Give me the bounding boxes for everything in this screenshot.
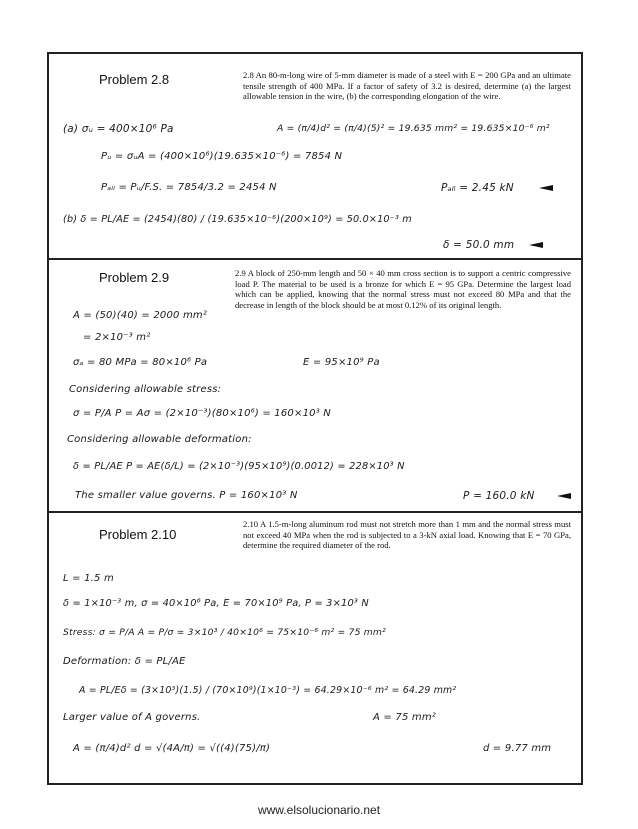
answer-arrow-icon <box>539 185 553 191</box>
answer-arrow-icon <box>557 493 571 499</box>
solution-line: δ = PL/AE P = AE(δ/L) = (2×10⁻³)(95×10⁹)(0.0012) = 228×10³ N <box>73 461 405 472</box>
answer: d = 9.77 mm <box>483 743 552 754</box>
source-footer: www.elsolucionario.net <box>257 803 381 817</box>
problem-statement: 2.10 A 1.5-m-long aluminum rod must not stretch more than 1 mm and the normal stress must not exceed 40 MPa when the rod is subjected to a 3-kN axial load. Knowing that E = 70 GPa, determine the required diameter of the rod. <box>243 519 571 551</box>
solution-line: Pᵤ = σᵤA = (400×10⁶)(19.635×10⁻⁶) = 7854 N <box>101 151 343 162</box>
solution-page-frame <box>47 52 583 785</box>
answer: δ = 50.0 mm <box>443 239 515 251</box>
solution-line: (a) σᵤ = 400×10⁶ Pa <box>63 123 174 135</box>
solution-line: A = PL/Eδ = (3×10³)(1.5) / (70×10⁹)(1×10⁻³) = 64.29×10⁻⁶ m² = 64.29 mm² <box>79 685 457 696</box>
answer: A = 75 mm² <box>373 712 436 723</box>
solution-line: L = 1.5 m <box>63 573 114 584</box>
solution-line: Considering allowable stress: <box>69 384 222 395</box>
solution-line: σₐ = 80 MPa = 80×10⁶ Pa <box>73 357 208 368</box>
solution-line: δ = 1×10⁻³ m, σ = 40×10⁶ Pa, E = 70×10⁹ Pa, P = 3×10³ N <box>63 598 369 609</box>
problem-title: Problem 2.8 <box>99 72 170 87</box>
problem-title: Problem 2.9 <box>99 270 170 285</box>
solution-line: A = (π/4)d² d = √(4A/π) = √((4)(75)/π) <box>73 743 271 754</box>
answer-arrow-icon <box>529 242 543 248</box>
solution-line: E = 95×10⁹ Pa <box>303 357 380 368</box>
solution-line: Stress: σ = P/A A = P/σ = 3×10³ / 40×10⁶ = 75×10⁻⁶ m² = 75 mm² <box>63 627 386 638</box>
solution-line: = 2×10⁻³ m² <box>83 332 151 343</box>
problem-statement: 2.8 An 80-m-long wire of 5-mm diameter is made of a steel with E = 200 GPa and an ultimate tensile strength of 400 MPa. If a factor of safety of 3.2 is desired, determine (a) the largest allowable tension in the wire, (b) the corresponding elongation of the wire. <box>243 70 571 102</box>
problem-2-9-section <box>49 258 581 511</box>
problem-2-10-section <box>49 511 581 785</box>
solution-line: Larger value of A governs. <box>63 712 201 723</box>
problem-title: Problem 2.10 <box>99 527 177 542</box>
solution-line: Considering allowable deformation: <box>67 434 252 445</box>
solution-line: Deformation: δ = PL/AE <box>63 656 186 667</box>
answer: Pₐₗₗ = 2.45 kN <box>441 182 514 194</box>
solution-line: The smaller value governs. P = 160×10³ N <box>75 490 298 501</box>
solution-line: Pₐₗₗ = Pᵤ/F.S. = 7854/3.2 = 2454 N <box>101 182 277 193</box>
problem-2-8-section <box>49 54 581 229</box>
solution-line: A = (50)(40) = 2000 mm² <box>73 310 208 321</box>
solution-line: σ = P/A P = Aσ = (2×10⁻³)(80×10⁶) = 160×10³ N <box>73 408 331 419</box>
problem-statement: 2.9 A block of 250-mm length and 50 × 40 mm cross section is to support a centric compressive load P. The material to be used is a bronze for which E = 95 GPa. Determine the largest load which can be applied, knowing that the normal stress must not exceed 80 MPa and that the decrease in length of the block should be at most 0.12% of its original length. <box>235 268 571 310</box>
solution-line: A = (π/4)d² = (π/4)(5)² = 19.635 mm² = 19.635×10⁻⁶ m² <box>277 123 550 134</box>
solution-line: (b) δ = PL/AE = (2454)(80) / (19.635×10⁻⁶)(200×10⁹) = 50.0×10⁻³ m <box>63 214 412 225</box>
answer: P = 160.0 kN <box>463 490 535 502</box>
